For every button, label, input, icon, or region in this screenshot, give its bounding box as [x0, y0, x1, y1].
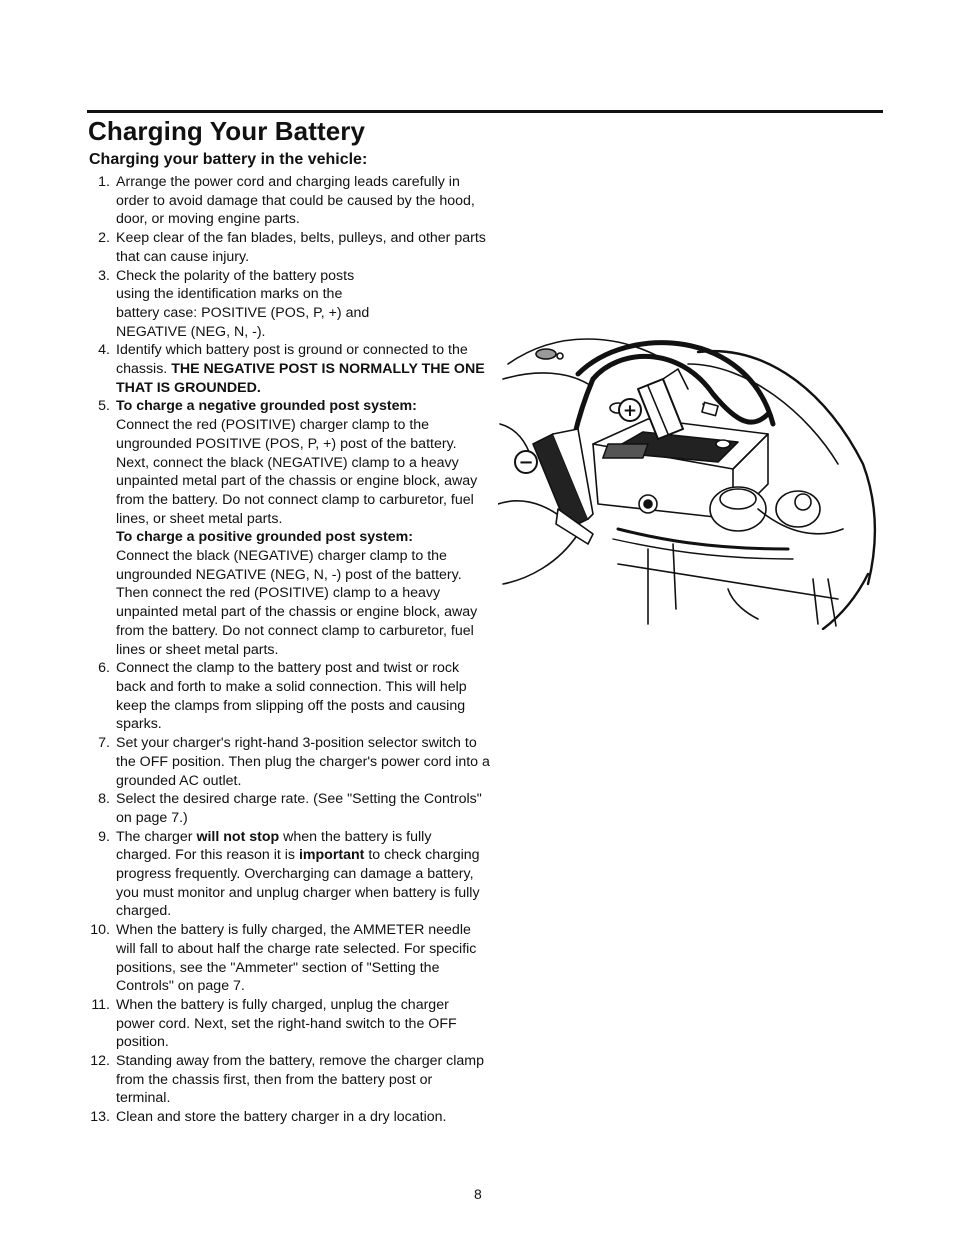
list-item: 4. Identify which battery post is ground or connected to the chassis. THE NEGATIVE POST IS NORMALLY THE ONE THAT IS GROUNDED. [98, 342, 485, 396]
header-rule [87, 110, 883, 113]
engine-bay-illustration [498, 334, 883, 630]
list-item: 7. Set your charger's right-hand 3-position selector switch to the OFF position. Then plug the charger's power cord into a grounded AC outlet. [98, 735, 490, 789]
svg-text:−: − [518, 452, 534, 473]
positive-ground-heading: To charge a positive grounded post system: [116, 529, 413, 546]
list-item: 11. When the battery is fully charged, unplug the charger power cord. Next, set the right-hand switch to the OFF position. [91, 996, 457, 1051]
positive-terminal-icon [619, 399, 641, 421]
list-item: 6. Connect the clamp to the battery post and twist or rock back and forth to make a solid connection. This will help keep the clamps from slipping off the posts and causing sparks. [98, 660, 467, 733]
list-item: 3. Check the polarity of the battery posts using the identification marks on the battery case: POSITIVE (POS, P, +) and NEGATIVE (NEG, N, -). [98, 267, 370, 340]
list-item: 5. To charge a negative grounded post system: Connect the red (POSITIVE) charger clamp to the ungrounded POSITIVE (POS, P, +) post of the battery. Next, connect the black (NEGATIVE) clamp to a heavy unpainted metal part of the chassis or engine block, away from the battery. Do not connect clamp to carburetor, fuel lines, or sheet metal parts. To charge a positive grounded post system: Connect the black (NEGATIVE) charger clamp to the ungrounded NEGATIVE (NEG, N, -) post of the battery. Then connect the red (POSITIVE) clamp to a heavy unpainted metal part of the chassis or engine block, away from the battery. Do not connect clamp to carburetor, fuel lines or sheet metal parts. [80, 397, 490, 659]
list-item: 10. When the battery is fully charged, the AMMETER needle will fall to about half the charge rate selected. For specific positions, see the "Ammeter" section of "Setting the Controls" on page 7. [90, 922, 477, 995]
section-subtitle: Charging your battery in the vehicle: [89, 151, 368, 168]
svg-text:+: + [622, 401, 638, 421]
list-item: 12. Standing away from the battery, remove the charger clamp from the chassis first, then from the battery post or terminal. [90, 1053, 485, 1107]
page-title: Charging Your Battery [88, 116, 366, 146]
instruction-list [80, 173, 490, 1127]
list-item: 1. Arrange the power cord and charging leads carefully in order to avoid damage that could be caused by the hood, door, or moving engine parts. [98, 174, 475, 228]
negative-ground-heading: To charge a negative grounded post system: [116, 398, 417, 415]
page-number: 8 [474, 1186, 482, 1202]
list-item: 13. Clean and store the battery charger in a dry location. [90, 1109, 447, 1126]
list-item: 9. The charger will not stop when the battery is fully charged. For this reason it is important to check charging progress frequently. Overcharging can damage a battery, you must monitor and unplug charger when battery is fully charged. [98, 828, 480, 920]
negative-terminal-icon [515, 451, 537, 473]
list-item: 8. Select the desired charge rate. (See "Setting the Controls" on page 7.) [98, 791, 482, 826]
list-item: 2. Keep clear of the fan blades, belts, pulleys, and other parts that can cause injury. [98, 230, 486, 265]
